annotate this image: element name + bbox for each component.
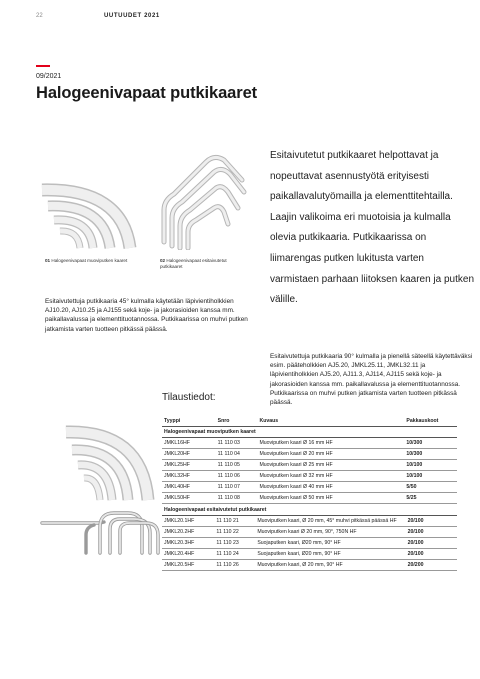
cell-type: JMKL20.1HF — [162, 516, 214, 527]
cell-snro: 11 110 24 — [214, 549, 255, 560]
pipe-bends-thumbnail — [62, 412, 160, 502]
table-row — [162, 549, 457, 560]
cell-package: 20/200 — [406, 560, 457, 571]
cell-type: JMKL20HF — [162, 449, 216, 460]
cell-type: JMKL20.3HF — [162, 538, 214, 549]
cell-description: Suojaputken kaari, Ø20 mm, 90° HF — [255, 538, 405, 549]
cell-package: 20/100 — [406, 516, 457, 527]
table-header-row — [162, 416, 457, 427]
image1-caption — [45, 258, 135, 264]
cell-snro: 11 110 06 — [216, 471, 258, 482]
page-number: 22 — [36, 13, 43, 19]
cell-package: 5/50 — [404, 482, 457, 493]
table-row — [162, 527, 457, 538]
lead-paragraph: Esitaivutetut putkikaaret helpottavat ja nopeuttavat asennustyötä erityisesti paikallavalutyömailla ja elementtitehtailla. Laajin valikoima eri muotoisia ja kulmalla olevia putkikaaria. Putkikaarissa on liimarengas putken lukitusta varten varmistaen parhaan liitoksen kaaren ja putken välille. — [270, 150, 475, 306]
cell-snro: 11 110 08 — [216, 493, 258, 504]
cell-package: 10/300 — [404, 449, 457, 460]
prebent-bends-image — [158, 150, 248, 250]
cell-package: 20/100 — [406, 527, 457, 538]
cell-type: JMKL20.4HF — [162, 549, 214, 560]
cell-snro: 11 110 21 — [214, 516, 255, 527]
cell-snro: 11 110 04 — [216, 449, 258, 460]
image2-caption — [160, 258, 250, 270]
cell-type: JMKL32HF — [162, 471, 216, 482]
table-row — [162, 438, 457, 449]
article-code: 09/2021 — [36, 73, 62, 80]
body-paragraph-90deg: Esitaivutettuja putkikaaria 90° kulmalla ja pienellä säteellä käytettäväksi esim. pääteholkkien AJ5.20, JMKL25.11, JMKL32.11 ja läpivientiholkkien AJ5.20, AJ11.3, AJ114, AJ115 sekä koje- ja jakorasioiden kanssa mm. paikallavalussa ja elementtituotannossa. Putkikaarissa on muhvi putken jatkamista varten tuotteen pitkässä päässä. — [270, 353, 473, 407]
group1-title: Halogeenivapaat muoviputken kaaret — [162, 427, 457, 438]
cell-snro: 11 110 05 — [216, 460, 258, 471]
cell-type: JMKL20.5HF — [162, 560, 214, 571]
group-header-row — [162, 427, 457, 438]
pipe-bends-image — [40, 170, 145, 250]
image2-caption-number: 02 — [160, 258, 166, 263]
table-row — [162, 516, 457, 527]
table-row — [162, 471, 457, 482]
col-header-package: Pakkauskoot — [404, 416, 457, 427]
table-row — [162, 460, 457, 471]
image2-caption-text: Halogeenivapaat esitaivutetut putkikaaret — [160, 258, 227, 269]
cell-type: JMKL20.2HF — [162, 527, 214, 538]
running-title: UUTUUDET 2021 — [104, 13, 160, 19]
group2-title: Halogeenivapaat esitaivutetut putkikaaret — [162, 505, 457, 516]
cell-type: JMKL16HF — [162, 438, 216, 449]
cell-description: Muoviputken kaari Ø 16 mm HF — [257, 438, 404, 449]
prebent-bends-thumbnail — [38, 505, 163, 555]
cell-snro: 11 110 26 — [214, 560, 255, 571]
body-paragraph-45deg: Esitaivutettuja putkikaaria 45° kulmalla käytetään läpivientiholkkien AJ10.20, AJ10.25 ja AJ155 sekä koje- ja jakorasioiden kanssa mm. paikallavalussa ja elementtituotannossa. Putkikaarissa on muhvi putken jatkamista varten tuotteen pitkässä päässä. — [45, 298, 248, 333]
cell-description: Muoviputken kaari Ø 32 mm HF — [257, 471, 404, 482]
cell-description: Muoviputken kaari Ø 50 mm HF — [257, 493, 404, 504]
table-row — [162, 449, 457, 460]
cell-description: Muoviputken kaari Ø 25 mm HF — [257, 460, 404, 471]
cell-snro: 11 110 23 — [214, 538, 255, 549]
cell-description: Muoviputken kaari, Ø 20 mm, 45° muhvi pitkässä päässä HF — [255, 516, 405, 527]
cell-snro: 11 110 22 — [214, 527, 255, 538]
cell-description: Muoviputken kaari Ø 40 mm HF — [257, 482, 404, 493]
cell-type: JMKL40HF — [162, 482, 216, 493]
page-title: Halogeenivapaat putkikaaret — [36, 84, 258, 102]
accent-bar — [36, 65, 50, 67]
group-header-row — [162, 505, 457, 516]
image1-caption-number: 01 — [45, 258, 51, 263]
cell-snro: 11 110 03 — [216, 438, 258, 449]
col-header-type: Tyyppi — [162, 416, 216, 427]
col-header-description: Kuvaus — [257, 416, 404, 427]
cell-description: Muoviputken kaari, Ø 20 mm, 90° HF — [255, 560, 405, 571]
cell-snro: 11 110 07 — [216, 482, 258, 493]
table-row — [162, 560, 457, 571]
cell-package: 10/100 — [404, 471, 457, 482]
cell-description: Suojaputken kaari, Ø20 mm, 90° HF — [255, 549, 405, 560]
cell-package: 20/100 — [406, 538, 457, 549]
cell-type: JMKL25HF — [162, 460, 216, 471]
col-header-snro: Snro — [216, 416, 258, 427]
cell-description: Muoviputken kaari Ø 20 mm, 90°, 750N HF — [255, 527, 405, 538]
order-table-1 — [162, 416, 457, 504]
cell-package: 5/25 — [404, 493, 457, 504]
image1-caption-text: Halogeenivapaat muoviputken kaaret — [51, 258, 128, 263]
table-row — [162, 482, 457, 493]
cell-description: Muoviputken kaari Ø 20 mm HF — [257, 449, 404, 460]
order-table-2 — [162, 505, 457, 571]
order-info-heading: Tilaustiedot: — [162, 392, 216, 403]
cell-package: 20/100 — [406, 549, 457, 560]
table-row — [162, 493, 457, 504]
table-row — [162, 538, 457, 549]
cell-package: 10/300 — [404, 438, 457, 449]
cell-package: 10/100 — [404, 460, 457, 471]
cell-type: JMKL50HF — [162, 493, 216, 504]
